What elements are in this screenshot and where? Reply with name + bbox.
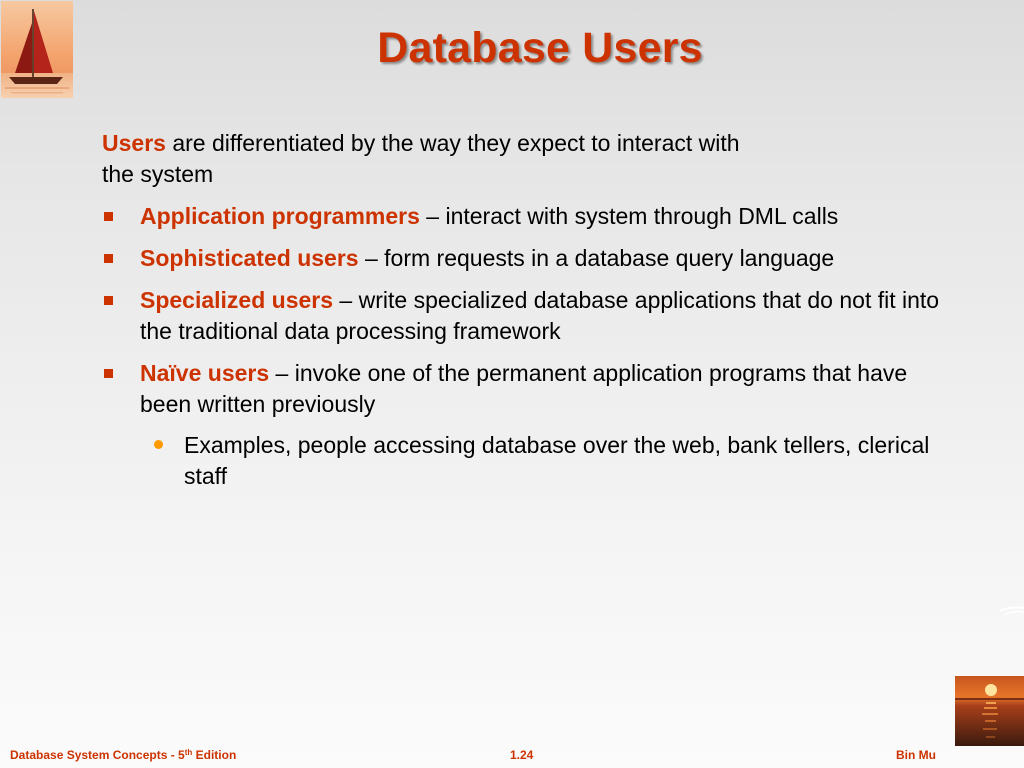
sub-bullet-text: Examples, people accessing database over the web, bank tellers, clerical staff — [184, 432, 930, 489]
bullet-term: Specialized users — [140, 287, 334, 313]
slide-content — [102, 128, 952, 492]
sailboat-image — [1, 1, 73, 98]
intro-line1: are differentiated by the way they expect to interact with — [165, 130, 740, 156]
bullet-text: – write specialized database applications that do not fit into the traditional data processing framework — [140, 287, 940, 344]
footer-page-number: 1.24 — [510, 748, 534, 762]
footer-book-suffix: Edition — [192, 748, 237, 762]
slide-title: Database Users — [377, 24, 703, 72]
bullet-term: Application programmers — [140, 203, 420, 229]
intro-highlight: Users — [102, 130, 166, 156]
intro-paragraph — [102, 128, 952, 190]
sunset-image — [955, 676, 1024, 746]
bullet-specialized-users — [102, 285, 952, 347]
slide-footer — [0, 745, 1024, 765]
sub-bullet-examples — [102, 430, 952, 492]
footer-book-prefix: Database System Concepts - 5 — [10, 748, 185, 762]
bullet-sophisticated-users — [102, 243, 952, 274]
intro-line2: the system — [102, 161, 214, 187]
bullet-application-programmers — [102, 201, 952, 232]
bullet-naive-users — [102, 358, 952, 420]
bullet-term: Naïve users — [140, 360, 270, 386]
round-bullet-icon — [154, 440, 163, 449]
square-bullet-icon — [104, 296, 113, 305]
bullet-text: – invoke one of the permanent application programs that have been written previously — [140, 360, 908, 417]
decorative-swoosh — [1000, 603, 1024, 617]
square-bullet-icon — [104, 212, 113, 221]
square-bullet-icon — [104, 254, 113, 263]
footer-book-title — [10, 748, 236, 762]
footer-author: Bin Mu — [896, 748, 936, 762]
footer-book-sup: th — [184, 748, 193, 757]
bullet-term: Sophisticated users — [140, 245, 359, 271]
bullet-text: – interact with system through DML calls — [419, 203, 839, 229]
bullet-text: – form requests in a database query language — [358, 245, 835, 271]
square-bullet-icon — [104, 369, 113, 378]
